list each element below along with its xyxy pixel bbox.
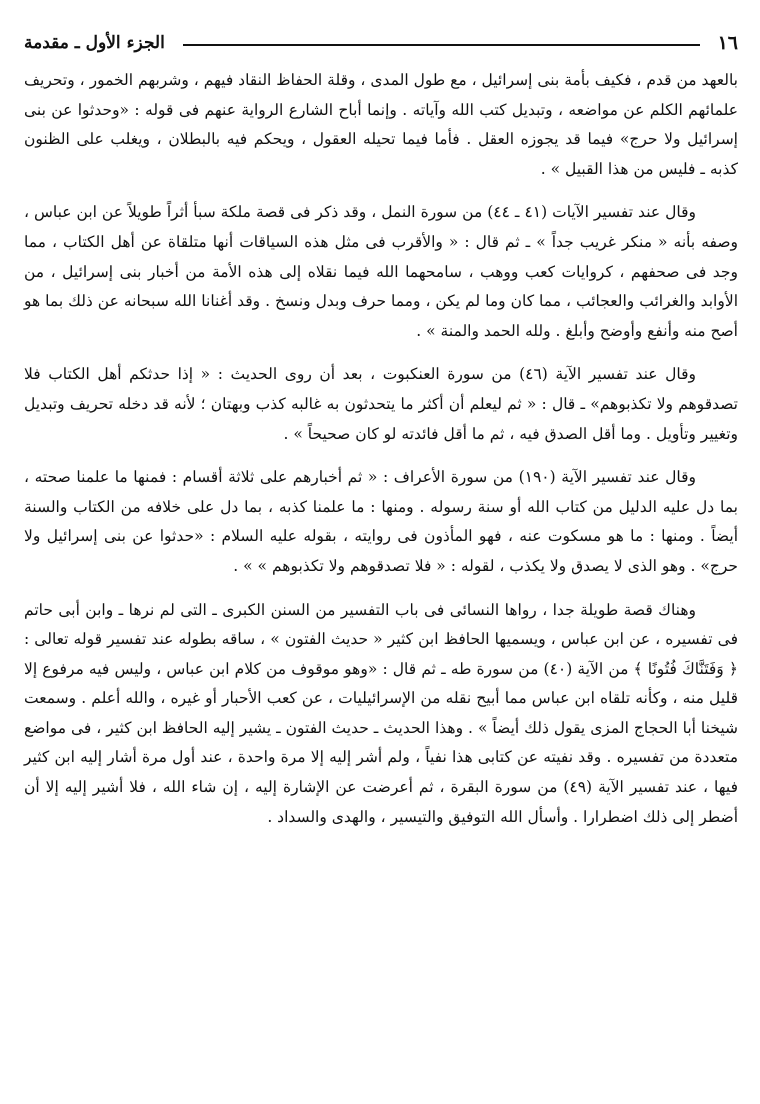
paragraph-surat-al-ankabut: وقال عند تفسير الآية (٤٦) من سورة العنكبوت ، بعد أن روى الحديث : « إذا حدثكم أهل الكتاب فلا تصدقوهم ولا تكذبوهم» ـ قال : « ثم ليعلم أن أكثر ما يتحدثون به غالبه كذب وبهتان ؛ لأنه قد دخله تحريف وتبديل وتغيير وتأويل . وما أقل الصدق فيه ، ثم ما أقل فائدته لو كان صحيحاً » . [24, 365, 738, 443]
paragraph-continuation: بالعهد من قدم ، فكيف بأمة بنى إسرائيل ، مع طول المدى ، وقلة الحفاظ النقاد فيهم ، وشربهم الخمور ، وتحريف علمائهم الكلم عن مواضعه ، وتبديل كتب الله وآياته . وإنما أباح الشارع الرواية عنهم فى قوله : «وحدثوا عن بنى إسرائيل ولا حرج» فيما قد يجوزه العقل . فأما فيما تحيله العقول ، ويحكم فيه بالبطلان ، ويغلب على الظنون كذبه ـ فليس من هذا القبيل » . [24, 71, 738, 178]
header-rule [183, 44, 700, 46]
paragraph-surat-al-araf: وقال عند تفسير الآية (١٩٠) من سورة الأعراف : « ثم أخبارهم على ثلاثة أقسام : فمنها ما علمنا صحته ، بما دل عليه الدليل من كتاب الله أو سنة رسوله . ومنها : ما علمنا كذبه ، بما دل على خلافه من الكتاب والسنة أيضاً . ومنها : ما هو مسكوت عنه ، فهو المأذون فى روايته ، بقوله عليه السلام : «حدثوا عن بنى إسرائيل ولا حرج» . وهو الذى لا يصدق ولا يكذب ، لقوله : « فلا تصدقوهم ولا تكذبوهم » » . [24, 468, 738, 575]
page-header [24, 26, 738, 60]
paragraph-surat-al-naml: وقال عند تفسير الآيات (٤١ ـ ٤٤) من سورة النمل ، وقد ذكر فى قصة ملكة سبأ أثراً طويلاً عن ابن عباس ، وصفه بأنه « منكر غريب جداً » ـ ثم قال : « والأقرب فى مثل هذه السياقات أنها متلقاة عن أهل الكتاب ، مما وجد فى صحفهم ، كروايات كعب ووهب ، سامحهما الله فيما نقلاه إلى هذه الأمة من أخبار بنى إسرائيل ، من الأوابد والغرائب والعجائب ، مما كان وما لم يكن ، ومما حرف وبدل ونسخ . وقد أغنانا الله سبحانه عن ذلك بما هو أصح منه وأنفع وأوضح وأبلغ . ولله الحمد والمنة » . [24, 203, 738, 340]
page-number: ١٦ [717, 32, 738, 54]
book-page [20, 26, 742, 1086]
running-title: الجزء الأول ـ مقدمة [24, 33, 165, 53]
body-text [20, 66, 742, 832]
paragraph-hadith-al-futun: وهناك قصة طويلة جدا ، رواها النسائى فى باب التفسير من السنن الكبرى ـ التى لم نرها ـ وابن أبى حاتم فى تفسيره ، عن ابن عباس ، ويسميها الحافظ ابن كثير « حديث الفتون » ، ساقه بطوله عند تفسير قوله تعالى : ﴿ وَفَتَنَّاكَ فُتُونًا ﴾ من الآية (٤٠) من سورة طه ـ ثم قال : «وهو موقوف من كلام ابن عباس ، وليس فيه مرفوع إلا قليل منه ، وكأنه تلقاه ابن عباس مما أبيح نقله من الإسرائيليات ، عن كعب الأحبار أو غيره ، والله أعلم . وسمعت شيخنا أبا الحجاج المزى يقول ذلك أيضاً » . وهذا الحديث ـ حديث الفتون ـ يشير إليه الحافظ ابن كثير ، فى مواضع متعددة من تفسيره . وقد نفيته عن كتابى هذا نفياً ، ولم أشر إليه إلا مرة واحدة ، عند أول مرة أشار إليه ابن كثير فيها ، عند تفسير الآية (٤٩) من سورة البقرة ، ثم أعرضت عن الإشارة إليه ، إن شاء الله ، فلا أشير إليه إلا أن أضطر إلى ذلك اضطرارا . وأسأل الله التوفيق والتيسير ، والهدى والسداد . [24, 600, 738, 826]
